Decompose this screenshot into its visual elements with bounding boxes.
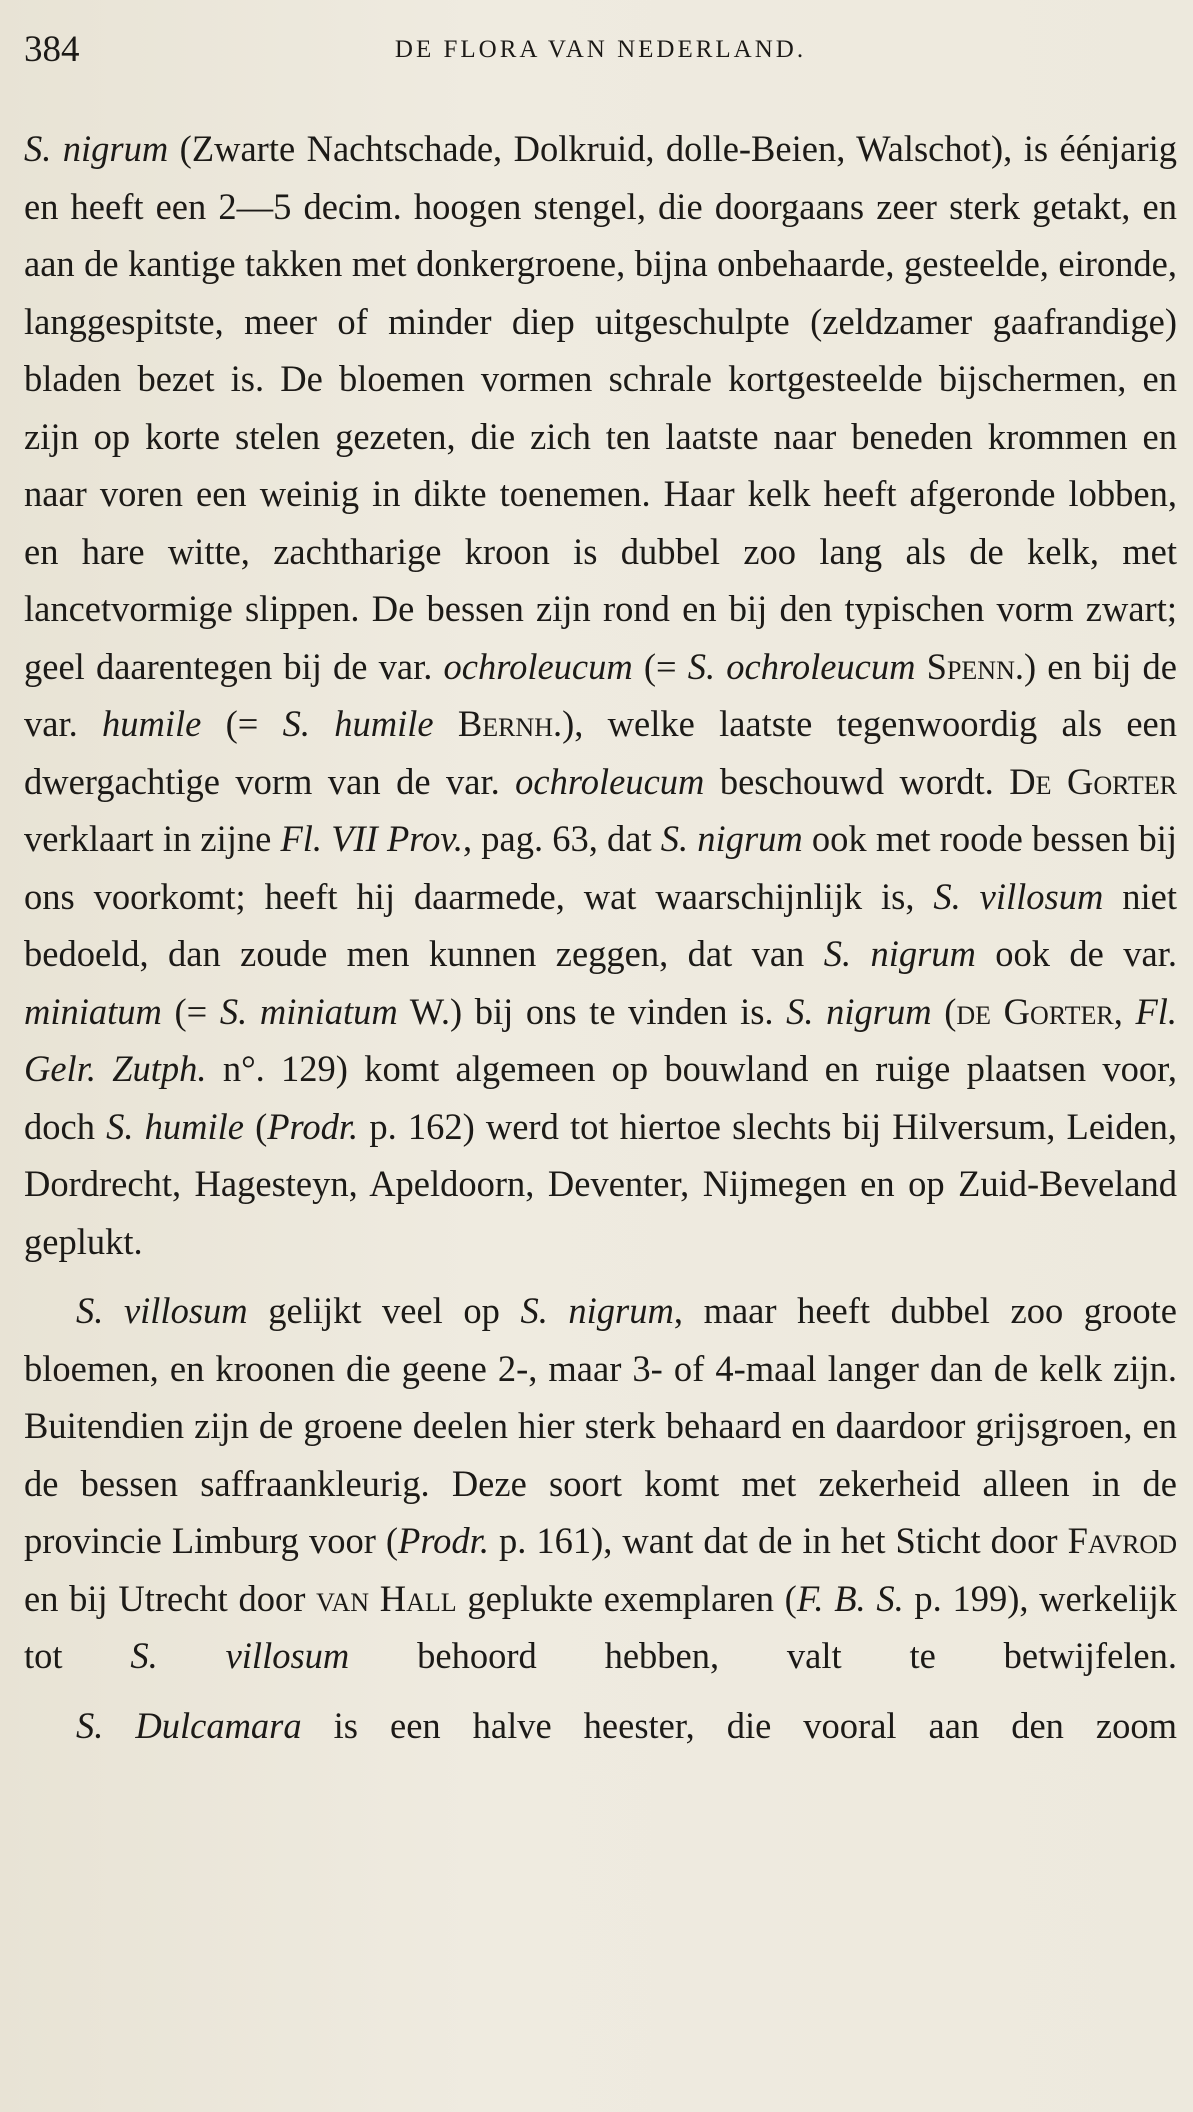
text-run: ) en bij de var. — [24, 645, 1178, 744]
small-caps-run: Spenn. — [926, 645, 1024, 687]
italic-run: S. Dulcamara — [76, 1704, 302, 1746]
italic-run: S. villosum — [130, 1635, 350, 1676]
text-run: (= — [161, 990, 220, 1032]
italic-run: ochroleucum — [443, 645, 633, 687]
paragraph-s-nigrum — [24, 120, 1177, 1270]
page-number: 384 — [24, 29, 80, 70]
text-run: geplukte exemplaren ( — [456, 1577, 797, 1619]
paragraph-s-villosum — [24, 1282, 1177, 1685]
text-run: ( — [931, 990, 957, 1032]
italic-run: S. ochroleucum — [687, 645, 916, 687]
text-run: ), welke laatste tegenwoordig als een dwergachtige vorm van de var. — [24, 703, 1177, 802]
italic-run: S. nigrum — [786, 990, 932, 1032]
italic-run: S. nigrum — [660, 818, 803, 859]
text-run: , — [1113, 990, 1136, 1032]
running-head: DE FLORA VAN NEDERLAND. — [394, 36, 807, 63]
italic-run: miniatum — [24, 990, 162, 1032]
small-caps-run: van Hall — [316, 1577, 457, 1619]
italic-run: F. B. S. — [796, 1577, 904, 1619]
text-run: (Zwarte Nachtschade, Dolkruid, dolle-Beien, Walschot), is éénjarig en heeft een 2—5 decim. hoogen stengel, die doorgaans zeer sterk getakt, en aan de kantige takken met donkergroene, bijna onbehaarde, gesteelde, eironde, langgespitste, meer of minder diep uitgeschulpte (zeldzamer gaafrandige) bladen bezet is. De bloemen vormen schrale kortgesteelde bijschermen, en zijn op korte stelen gezeten, die zich ten laatste naar beneden krommen en naar voren een weinig in dikte toenemen. Haar kelk heeft afgeronde lobben, en hare witte, zachtharige kroon is dubbel zoo lang als de kelk, met lancetvormige slippen. De bessen zijn rond en bij den typischen vorm zwart; geel daarentegen bij de var. — [24, 128, 1177, 687]
italic-run: S. miniatum — [219, 990, 398, 1032]
text-run — [434, 703, 458, 744]
italic-run: humile — [101, 703, 202, 744]
text-run: verklaart in zijne — [24, 818, 281, 859]
small-caps-run: Favrod — [1067, 1520, 1177, 1561]
text-run: en bij Utrecht door — [24, 1577, 317, 1619]
text-run: niet bedoeld, dan zoude men kunnen zeggen, dat van — [24, 875, 1177, 974]
text-run: , pag. 63, dat — [462, 818, 661, 859]
text-run: p. 162) werd tot hiertoe slechts bij Hilversum, Leiden, Dordrecht, Hagesteyn, Apeldoorn, Deventer, Nijmegen en op Zuid-Beveland geplukt. — [24, 1105, 1178, 1262]
text-run — [916, 646, 927, 687]
italic-run: S. villosum — [933, 875, 1104, 917]
italic-run: S. villosum — [76, 1290, 248, 1331]
italic-run: Prodr. — [398, 1520, 489, 1561]
text-run: beschouwd wordt. — [704, 760, 1010, 802]
italic-run: ochroleucum — [515, 760, 705, 802]
body-text — [24, 120, 1177, 1754]
text-run: , maar heeft dubbel zoo groote bloemen, en kroonen die geene 2-, maar 3- of 4-maal langer dan de kelk zijn. Buitendien zijn de groene deelen hier sterk behaard en daardoor grijsgroen, en de bessen saffraankleurig. Deze soort komt met zekerheid alleen in de provincie Limburg voor ( — [24, 1290, 1178, 1561]
italic-run: S. nigrum — [823, 933, 976, 974]
text-run: ook de var. — [975, 933, 1177, 974]
text-run: is een halve heester, die vooral aan den zoom — [301, 1704, 1177, 1746]
text-run: p. 199), werkelijk tot — [24, 1577, 1178, 1676]
italic-run: S. nigrum — [24, 128, 169, 169]
italic-run: Prodr. — [267, 1105, 359, 1147]
text-run: p. 161), want dat de in het Sticht door — [488, 1520, 1068, 1561]
small-caps-run: Bernh. — [457, 703, 563, 744]
small-caps-run: De Gorter — [1009, 760, 1177, 802]
small-caps-run: de Gorter — [956, 990, 1114, 1032]
text-run: (= — [201, 703, 283, 744]
italic-run: S. humile — [106, 1105, 244, 1147]
italic-run: Fl. Gelr. Zutph. — [24, 990, 1178, 1089]
text-run: ook met roode bessen bij ons voorkomt; heeft hij daarmede, wat waarschijnlijk is, — [24, 818, 1177, 917]
text-run: ( — [243, 1105, 268, 1147]
italic-run: S. nigrum — [520, 1290, 674, 1331]
text-run: W.) bij ons te vinden is. — [397, 990, 787, 1032]
text-run: n°. 129) komt algemeen op bouwland en ruige plaatsen voor, doch — [24, 1048, 1177, 1147]
text-run: (= — [632, 645, 688, 687]
italic-run: Fl. VII Prov. — [280, 818, 463, 859]
italic-run: S. humile — [282, 703, 434, 744]
text-run: behoord hebben, valt te betwijfelen. — [349, 1635, 1177, 1676]
page-header — [24, 28, 1177, 78]
text-run: gelijkt veel op — [247, 1290, 521, 1331]
paragraph-s-dulcamara — [24, 1697, 1177, 1755]
